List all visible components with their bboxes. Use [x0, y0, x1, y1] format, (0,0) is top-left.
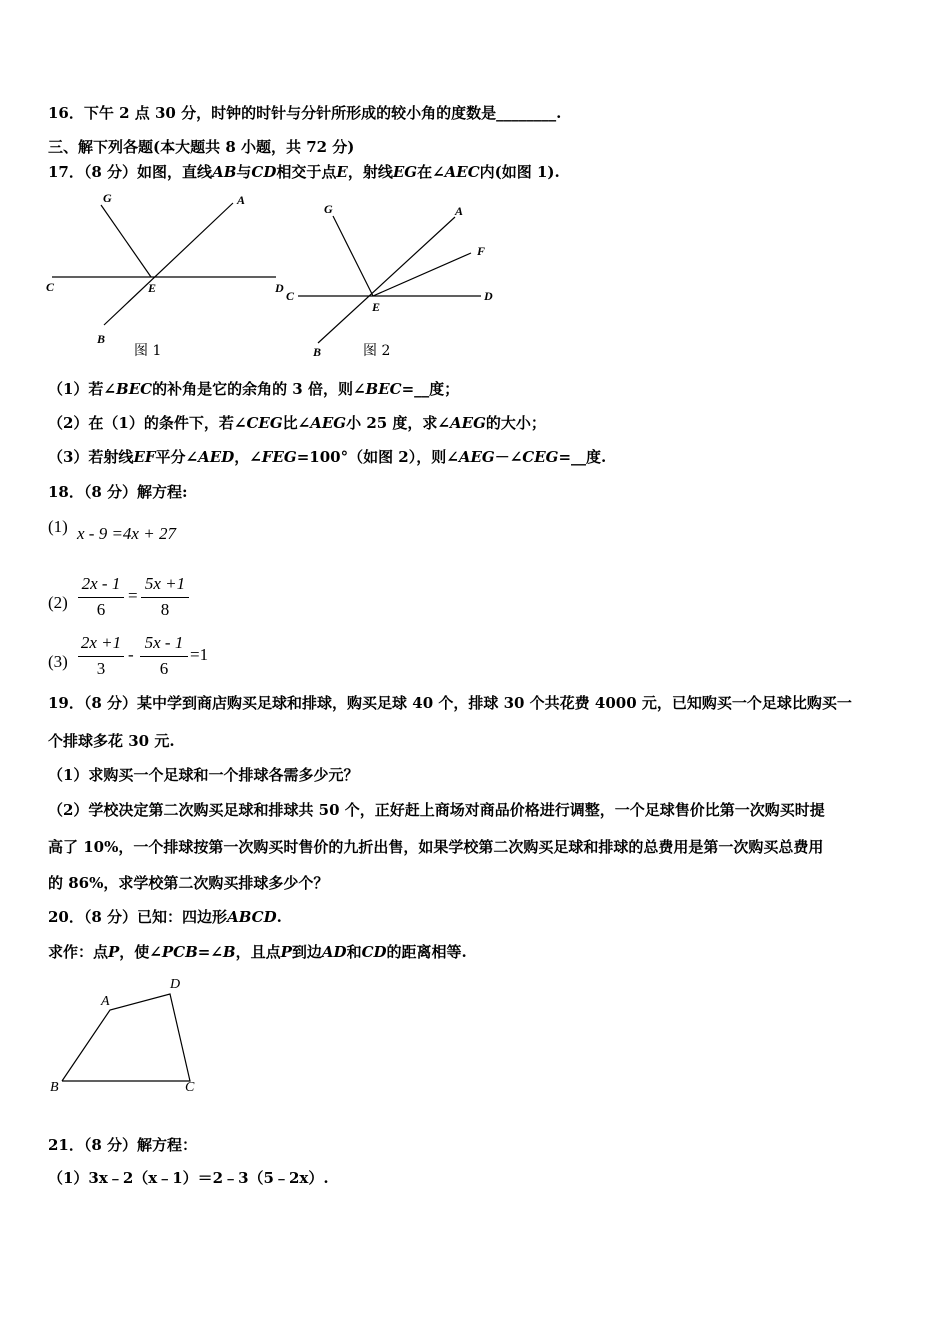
- q17-p2-text: 小 25 度，求∠: [346, 414, 450, 432]
- q20-req-text: ，使∠: [119, 943, 162, 961]
- q17-var-bec: BEC: [116, 380, 153, 398]
- q19-text: 某中学到商店购买足球和排球，购买足球 40 个，排球 30 个共花费 4000 元，已知购买一个足球比购买一: [137, 694, 852, 712]
- q17-text: 相交于点: [276, 163, 337, 181]
- q17-part3: [48, 447, 606, 467]
- q17-var-cd: CD: [251, 163, 277, 181]
- q17-p3-text: =100°（如图 2），则∠: [296, 448, 459, 466]
- q17-number: 17．: [48, 163, 84, 181]
- q17-var-ceg: CEG: [522, 448, 559, 466]
- q21-text: 解方程：: [137, 1136, 198, 1154]
- q17-p2-text: 的大小；: [485, 414, 546, 432]
- q17-p3-text: －∠: [494, 448, 523, 466]
- q20-req-text: 的距离相等.: [386, 943, 467, 961]
- q17-p1-text: =__度；: [401, 380, 460, 398]
- q20-requirement: [48, 942, 467, 962]
- q20-text: .: [276, 908, 282, 926]
- q19-line2: 个排球多花 30 元.: [48, 732, 175, 750]
- q20-req-text: ，且点: [235, 943, 281, 961]
- q16-end: .: [556, 104, 562, 122]
- q18-intro: [48, 482, 188, 502]
- quad-abcd: [62, 994, 190, 1081]
- q17-p1-text: 的补角是它的余角的 3 倍，则∠: [152, 380, 366, 398]
- q20-req-text: 求作：点: [48, 943, 109, 961]
- q16-number: 16．: [48, 104, 84, 122]
- q16-text: 下午 2 点 30 分，时钟的时针与分针所形成的较小角的度数是: [83, 104, 497, 122]
- quad-label-a: A: [101, 994, 110, 1009]
- q20-intro: [48, 907, 282, 927]
- q17-var-bec: BEC: [365, 380, 402, 398]
- fig1-label-e: E: [148, 281, 157, 295]
- q17-var-ceg: CEG: [246, 414, 283, 432]
- q17-text: 内(如图 1).: [479, 163, 560, 181]
- q17-var-aec: AEC: [444, 163, 480, 181]
- fig2-caption: 图 2: [363, 343, 391, 359]
- q19-line1: [48, 693, 852, 713]
- q17-text: 如图，直线: [137, 163, 213, 181]
- fig1-label-b: B: [97, 332, 106, 346]
- q17-part2: [48, 413, 546, 433]
- fig1-caption: 图 1: [134, 343, 162, 359]
- q17-p2-text: 比∠: [282, 414, 311, 432]
- q17-var-aeg: AEG: [458, 448, 495, 466]
- fig1-line-ab: [104, 203, 233, 325]
- q17-text: ，射线: [347, 163, 393, 181]
- q18-eq1-label: (1): [48, 517, 68, 536]
- q17-p3-text: ，∠: [234, 448, 262, 466]
- q18-eq3-label: (3): [48, 652, 68, 671]
- q17-var-aeg: AEG: [450, 414, 486, 432]
- q18-eq2-right-numerator: 5x +1: [144, 574, 186, 593]
- q18-eq1: x - 9 =4x + 27: [77, 524, 176, 543]
- fig2-label-c: C: [286, 289, 295, 303]
- q17-var-e: E: [336, 163, 348, 181]
- q20-var-b: B: [222, 943, 236, 961]
- quad-label-b: B: [50, 1080, 59, 1095]
- q17-var-eg: EG: [392, 163, 418, 181]
- fig2-line-ab: [318, 217, 455, 343]
- fig2-label-g: G: [324, 202, 333, 216]
- fig1-label-d: D: [275, 281, 284, 295]
- q18-eq2-label: (2): [48, 593, 68, 612]
- q19-part2-line2: 高了 10%，一个排球按第一次购买时售价的九折出售，如果学校第二次购买足球和排球的总费用是第一次购买总费用: [48, 838, 824, 856]
- q19-score: （8 分）: [83, 694, 138, 712]
- q17-p1-text: （1）若∠: [48, 380, 117, 398]
- fig2-ray-ef: [373, 253, 471, 296]
- q18-eq3-left-bar: [78, 656, 124, 657]
- q20-score: （8 分）: [83, 908, 138, 926]
- fig1-label-g: G: [103, 191, 112, 205]
- q17-p3-text: =__度.: [558, 448, 607, 466]
- q20-var-p: P: [280, 943, 292, 961]
- q16-answer-blank: ________: [496, 104, 557, 122]
- q19-part2-line1: （2）学校决定第二次购买足球和排球共 50 个，正好赶上商场对商品价格进行调整，一个足球售价比第一次购买时提: [48, 801, 825, 819]
- q21-score: （8 分）: [83, 1136, 138, 1154]
- q17-var-ef: EF: [133, 448, 156, 466]
- q19-part2-line3: 的 86%，求学校第二次购买排球多少个？: [48, 874, 329, 892]
- fig2-label-d: D: [484, 289, 493, 303]
- q18-eq3-minus: -: [128, 645, 134, 664]
- q17-var-aeg: AEG: [310, 414, 347, 432]
- q20-var-cd: CD: [361, 943, 387, 961]
- q18-eq2-left-bar: [78, 597, 124, 598]
- q21-number: 21．: [48, 1136, 84, 1154]
- q20-req-text: =∠: [197, 943, 223, 961]
- fig1-label-a: A: [237, 193, 246, 207]
- q18-eq3-equals-one: =1: [190, 645, 209, 664]
- q17-var-aed: AED: [198, 448, 235, 466]
- q20-var-p: P: [108, 943, 120, 961]
- q18-eq3-left-numerator: 2x +1: [80, 633, 122, 652]
- q20-req-text: 和: [346, 943, 362, 961]
- fig1-label-c: C: [46, 280, 55, 294]
- q21-eq1: （1）3x﹣2（x﹣1）＝2﹣3（5﹣2x）.: [48, 1169, 329, 1187]
- q17-p2-text: （2）在（1）的条件下，若∠: [48, 414, 247, 432]
- q18-eq2-left-denominator: 6: [96, 600, 106, 619]
- q17-p3-text: （3）若射线: [48, 448, 134, 466]
- q18-text: 解方程:: [137, 483, 188, 501]
- q18-eq2-right-denominator: 8: [160, 600, 170, 619]
- q18-eq3-right-bar: [140, 656, 188, 657]
- fig2-ray-eg: [333, 216, 373, 296]
- q18-eq2-left-numerator: 2x - 1: [81, 574, 121, 593]
- q17-var-feg: FEG: [261, 448, 297, 466]
- q20-text: 已知：四边形: [137, 908, 228, 926]
- q17-score: （8 分）: [83, 163, 138, 181]
- quad-label-c: C: [185, 1080, 195, 1095]
- fig2-label-e: E: [372, 300, 381, 314]
- quad-label-d: D: [170, 977, 181, 992]
- q18-eq2-equals: =: [128, 586, 138, 605]
- q18-score: （8 分）: [83, 483, 138, 501]
- q18-eq3-right-numerator: 5x - 1: [144, 633, 184, 652]
- q21-intro: [48, 1135, 197, 1155]
- q20-req-text: 到边: [291, 943, 322, 961]
- q20-var-pcb: PCB: [161, 943, 198, 961]
- section3-title: 三、解下列各题(本大题共 8 小题，共 72 分): [48, 138, 355, 156]
- q20-var-ad: AD: [321, 943, 347, 961]
- q17-p3-text: 平分∠: [155, 448, 199, 466]
- q18-eq2-right-bar: [141, 597, 189, 598]
- q18-eq3-left-denominator: 3: [96, 659, 106, 678]
- q19-part1: （1）求购买一个足球和一个排球各需多少元？: [48, 766, 359, 784]
- q17-text: 在∠: [417, 163, 445, 181]
- fig2-label-f: F: [477, 244, 486, 258]
- q19-number: 19．: [48, 694, 84, 712]
- fig2-label-a: A: [455, 204, 464, 218]
- q17-part1: [48, 379, 459, 399]
- q20-var-abcd: ABCD: [227, 908, 277, 926]
- fig2-label-b: B: [313, 345, 322, 359]
- q18-eq3-right-denominator: 6: [159, 659, 169, 678]
- q18-number: 18．: [48, 483, 84, 501]
- q17-text: 与: [236, 163, 252, 181]
- q20-number: 20．: [48, 908, 84, 926]
- fig1-ray-eg: [101, 205, 151, 277]
- q17-var-ab: AB: [212, 163, 237, 181]
